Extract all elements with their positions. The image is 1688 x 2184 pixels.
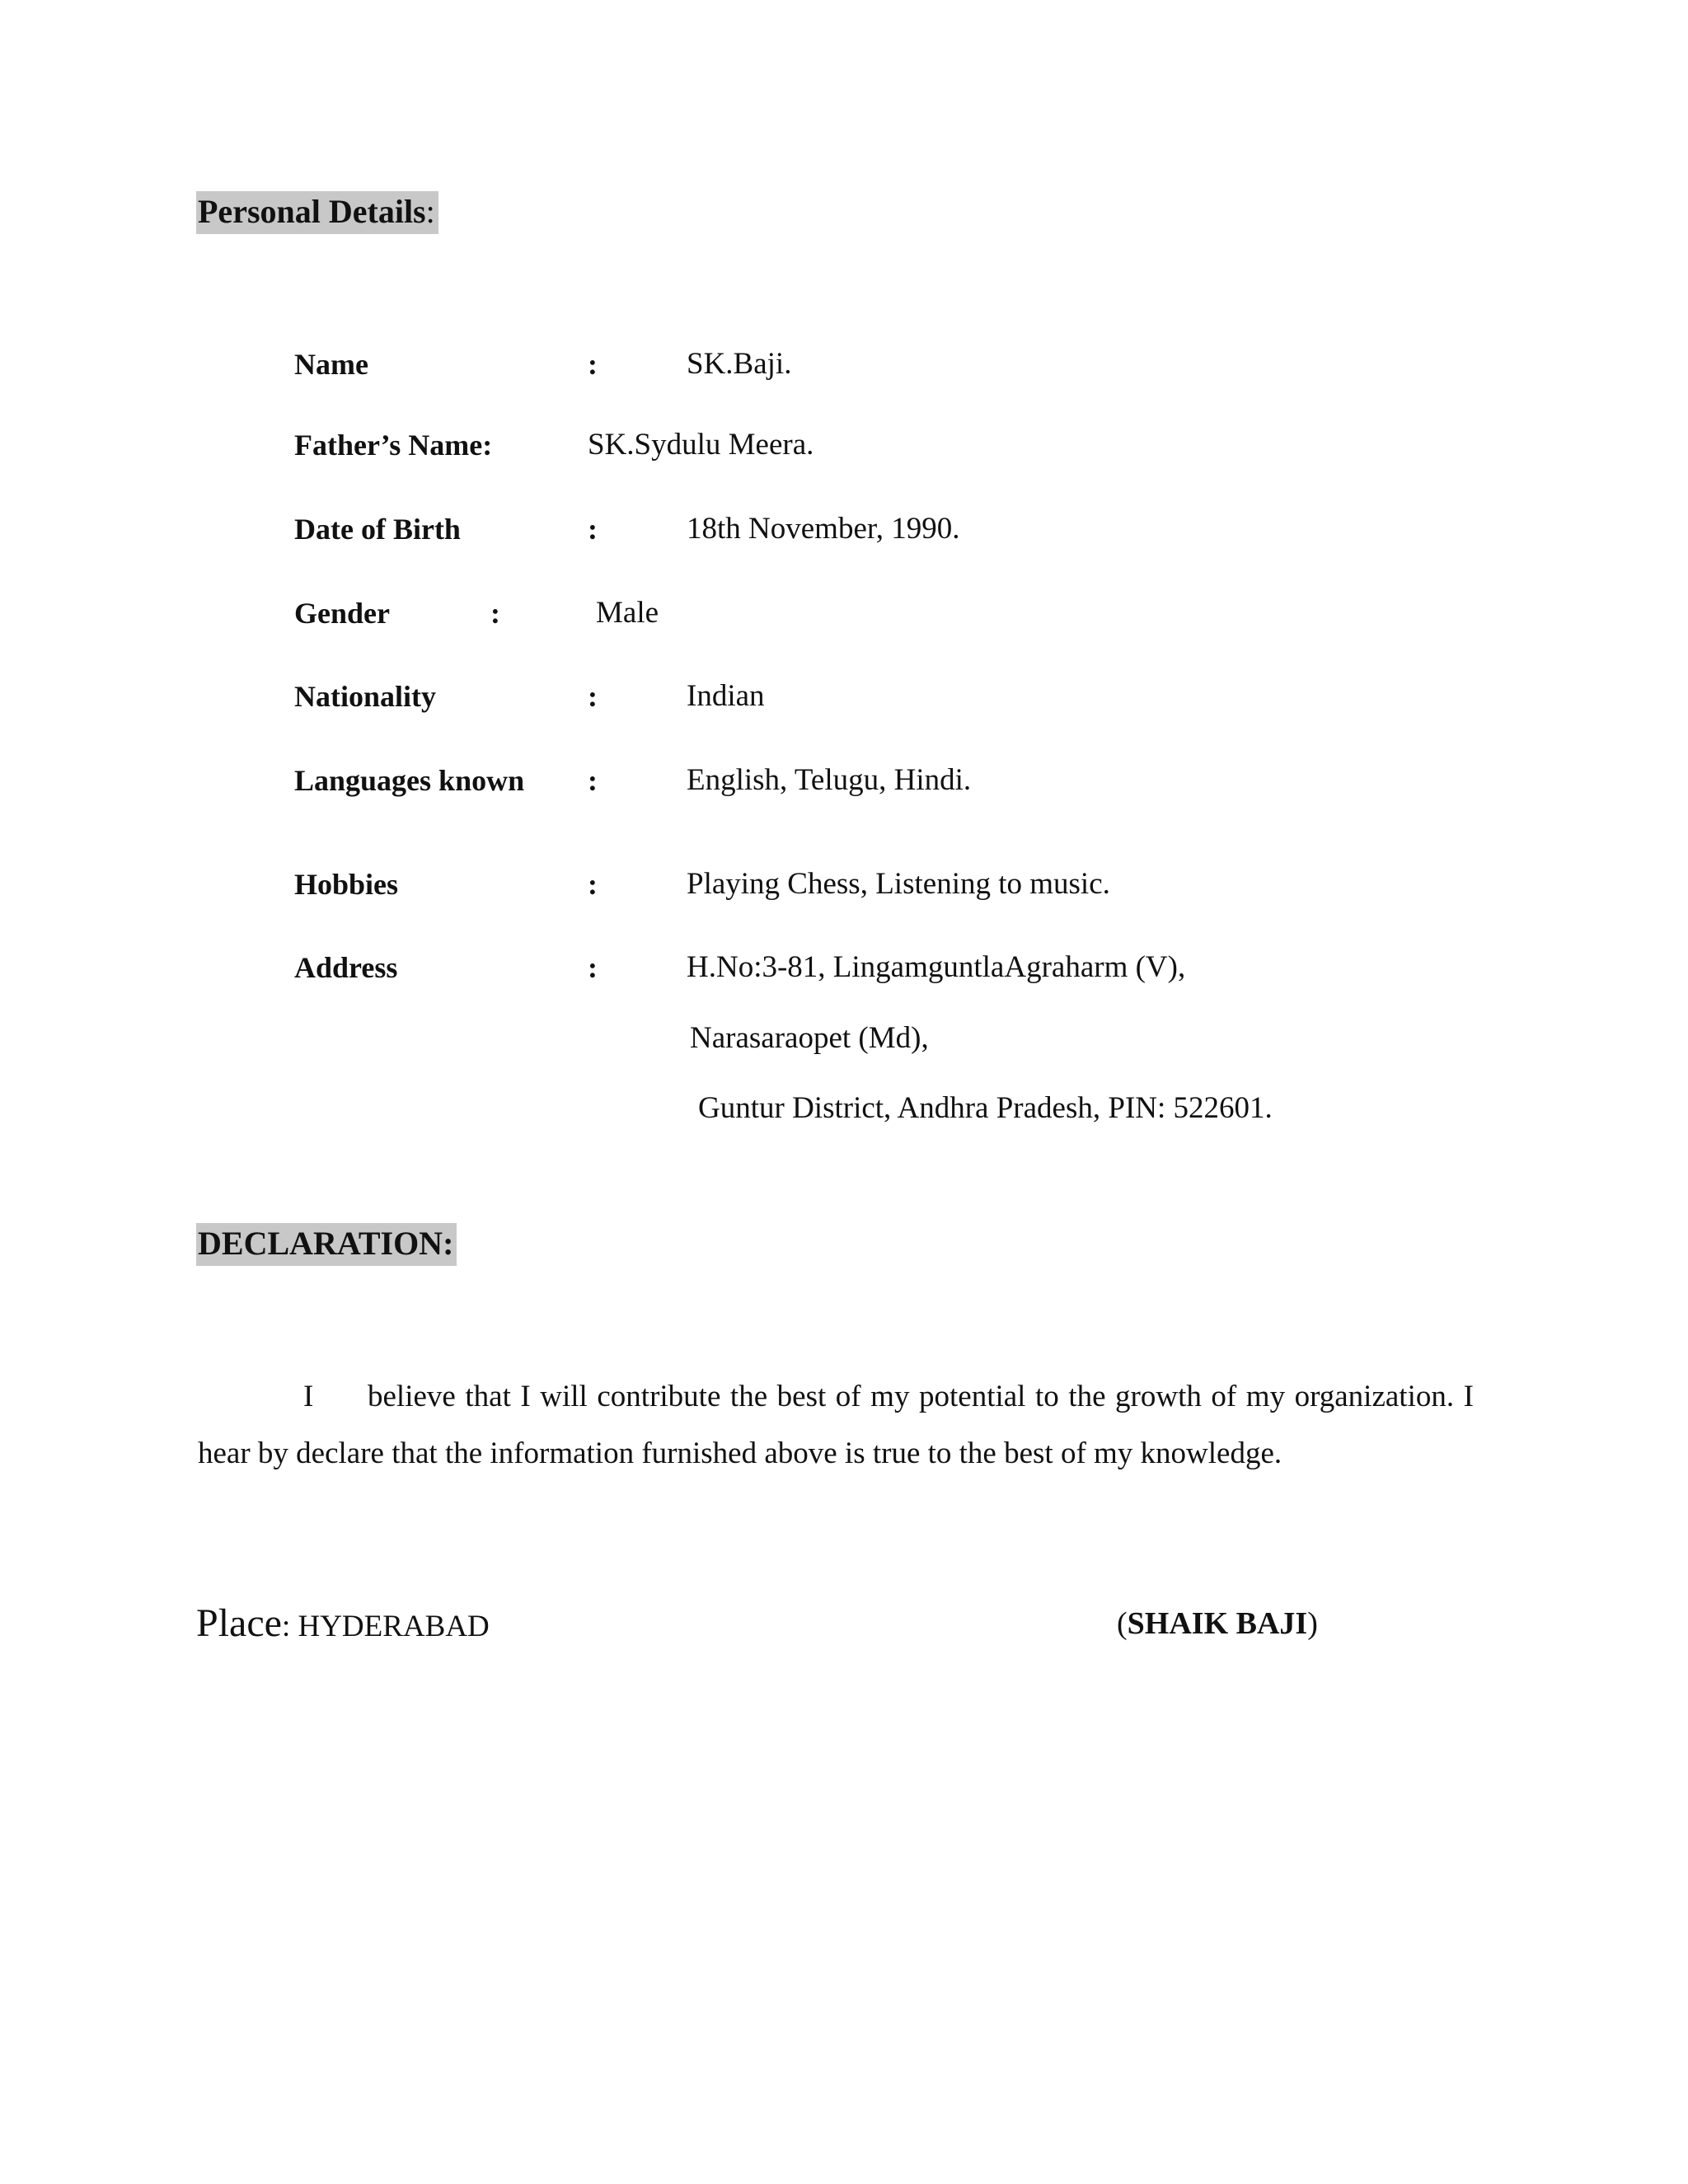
hobbies-colon: : xyxy=(588,868,598,901)
languages-colon: : xyxy=(588,764,598,797)
hobbies-label: Hobbies xyxy=(294,868,399,901)
signature-text: SHAIK BAJI xyxy=(1127,1606,1308,1641)
fathers-name-value: SK.Sydulu Meera. xyxy=(588,428,814,462)
hobbies-value: Playing Chess, Listening to music. xyxy=(687,867,1110,901)
personal-details-heading-colon: : xyxy=(425,193,435,230)
address-colon: : xyxy=(588,951,598,984)
declaration-heading: DECLARATION: xyxy=(196,1223,457,1266)
address-line-1: H.No:3-81, LingamguntlaAgraharm (V), xyxy=(687,950,1186,984)
fathers-name-label: Father’s Name: xyxy=(294,429,493,462)
personal-details-heading xyxy=(196,191,438,234)
languages-value: English, Telugu, Hindi. xyxy=(687,763,972,797)
signature-close-paren: ) xyxy=(1307,1606,1318,1641)
nationality-label: Nationality xyxy=(294,680,437,713)
place-value: : HYDERABAD xyxy=(281,1610,490,1643)
gender-label: Gender xyxy=(294,597,390,630)
dob-label: Date of Birth xyxy=(294,513,461,546)
signature-name xyxy=(1117,1601,1318,1647)
dob-colon: : xyxy=(588,513,598,546)
name-colon: : xyxy=(588,348,598,381)
place-label: Place xyxy=(196,1601,282,1645)
declaration-paragraph xyxy=(198,1368,1474,1482)
gender-colon: : xyxy=(490,597,500,630)
nationality-value: Indian xyxy=(687,679,765,713)
personal-details-heading-text: Personal Details xyxy=(198,193,426,230)
nationality-colon: : xyxy=(588,680,598,713)
address-label: Address xyxy=(294,951,398,984)
name-label: Name xyxy=(294,348,368,381)
languages-label: Languages known xyxy=(294,764,525,797)
gender-value: Male xyxy=(596,596,659,630)
place-line xyxy=(196,1601,490,1647)
address-line-2: Narasaraopet (Md), xyxy=(690,1021,929,1055)
declaration-first-word: I xyxy=(303,1380,314,1413)
dob-value: 18th November, 1990. xyxy=(687,512,960,546)
name-value: SK.Baji. xyxy=(687,347,792,381)
signature-open-paren: ( xyxy=(1117,1606,1128,1641)
declaration-text: believe that I will contribute the best of my potential to the growth of my organization. I hear by declare that the information furnished above is true to the best of my knowledge. xyxy=(198,1380,1474,1470)
address-line-3: Guntur District, Andhra Pradesh, PIN: 522601. xyxy=(698,1091,1273,1125)
